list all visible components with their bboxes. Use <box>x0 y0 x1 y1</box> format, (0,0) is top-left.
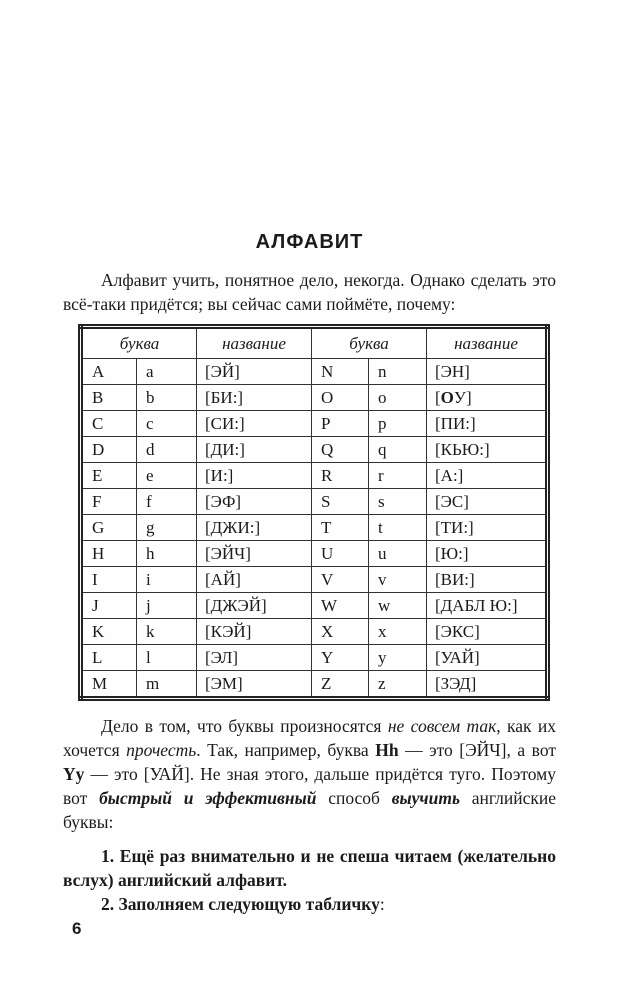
table-cell-name: [ЭЙЧ] <box>197 541 312 567</box>
table-cell-letter: M <box>81 671 137 699</box>
table-cell-letter: p <box>369 411 427 437</box>
table-cell-name: [ЭФ] <box>197 489 312 515</box>
table-cell-letter: O <box>312 385 369 411</box>
alphabet-table-head <box>81 327 548 359</box>
table-row <box>81 515 548 541</box>
table-cell-letter: R <box>312 463 369 489</box>
table-cell-letter: Q <box>312 437 369 463</box>
table-cell-letter: G <box>81 515 137 541</box>
table-cell-name: [ЭЛ] <box>197 645 312 671</box>
table-cell-letter: L <box>81 645 137 671</box>
table-cell-letter: Z <box>312 671 369 699</box>
table-row <box>81 489 548 515</box>
intro-paragraph: Алфавит учить, понятное дело, некогда. Однако сделать это всё-таки придётся; вы сейчас сами поймёте, почему: <box>63 270 556 314</box>
table-cell-name: [ДЖЭЙ] <box>197 593 312 619</box>
table-cell-name: [ПИ:] <box>427 411 548 437</box>
table-header-name-right: название <box>427 327 548 359</box>
table-cell-letter: B <box>81 385 137 411</box>
table-cell-name: [ЭС] <box>427 489 548 515</box>
table-cell-letter: s <box>369 489 427 515</box>
table-cell-letter: a <box>137 359 197 385</box>
table-cell-letter: x <box>369 619 427 645</box>
table-header-letter-right: буква <box>312 327 427 359</box>
table-cell-letter: d <box>137 437 197 463</box>
table-cell-letter: f <box>137 489 197 515</box>
table-row <box>81 385 548 411</box>
table-row <box>81 437 548 463</box>
table-cell-letter: q <box>369 437 427 463</box>
page-title: АЛФАВИТ <box>255 231 364 253</box>
table-cell-letter: J <box>81 593 137 619</box>
list-item-2: 2. Заполняем следующую табличку: <box>101 894 385 914</box>
table-header-letter-left: буква <box>81 327 197 359</box>
table-row <box>81 411 548 437</box>
table-cell-name: [А:] <box>427 463 548 489</box>
table-cell-letter: H <box>81 541 137 567</box>
table-cell-name: [ДИ:] <box>197 437 312 463</box>
alphabet-table-body <box>81 359 548 699</box>
table-cell-letter: P <box>312 411 369 437</box>
table-cell-name: [ЗЭД] <box>427 671 548 699</box>
table-cell-letter: k <box>137 619 197 645</box>
table-cell-name: [ОУ] <box>427 385 548 411</box>
table-cell-name: [И:] <box>197 463 312 489</box>
table-cell-name: [БИ:] <box>197 385 312 411</box>
table-cell-name: [ЭКС] <box>427 619 548 645</box>
table-cell-letter: u <box>369 541 427 567</box>
table-row <box>81 645 548 671</box>
page-number: 6 <box>72 919 82 938</box>
table-cell-letter: E <box>81 463 137 489</box>
table-cell-letter: z <box>369 671 427 699</box>
table-cell-letter: I <box>81 567 137 593</box>
table-cell-letter: n <box>369 359 427 385</box>
table-cell-letter: W <box>312 593 369 619</box>
table-row <box>81 593 548 619</box>
table-row <box>81 541 548 567</box>
table-cell-name: [СИ:] <box>197 411 312 437</box>
table-cell-name: [ЭЙ] <box>197 359 312 385</box>
table-cell-letter: N <box>312 359 369 385</box>
list-item-1: 1. Ещё раз внимательно и не спеша читаем (желательно вслух) английский алфавит. <box>63 846 556 890</box>
table-cell-letter: C <box>81 411 137 437</box>
alphabet-table <box>78 324 550 701</box>
body-paragraph: Дело в том, что буквы произносятся не совсем так, как их хочется прочесть. Так, например, буква Hh — это [ЭЙЧ], а вот Yy — это [УАЙ]. Не зная этого, дальше придётся туго. Поэтому вот быстрый и эффективный способ выучить английские буквы: <box>63 716 557 832</box>
table-row <box>81 671 548 699</box>
table-cell-name: [ТИ:] <box>427 515 548 541</box>
table-cell-letter: r <box>369 463 427 489</box>
table-cell-name: [ДАБЛ Ю:] <box>427 593 548 619</box>
table-cell-letter: V <box>312 567 369 593</box>
table-cell-name: [ЭН] <box>427 359 548 385</box>
table-cell-name: [Ю:] <box>427 541 548 567</box>
table-cell-letter: e <box>137 463 197 489</box>
table-cell-name: [АЙ] <box>197 567 312 593</box>
table-cell-letter: g <box>137 515 197 541</box>
table-cell-letter: K <box>81 619 137 645</box>
table-cell-name: [ВИ:] <box>427 567 548 593</box>
table-cell-letter: c <box>137 411 197 437</box>
table-cell-name: [УАЙ] <box>427 645 548 671</box>
table-header-row <box>81 327 548 359</box>
table-cell-name: [КЭЙ] <box>197 619 312 645</box>
table-cell-name: [ЭМ] <box>197 671 312 699</box>
table-cell-letter: F <box>81 489 137 515</box>
table-cell-letter: i <box>137 567 197 593</box>
table-cell-name: [ДЖИ:] <box>197 515 312 541</box>
table-header-name-left: название <box>197 327 312 359</box>
table-cell-letter: U <box>312 541 369 567</box>
table-cell-letter: t <box>369 515 427 541</box>
table-cell-letter: A <box>81 359 137 385</box>
table-cell-letter: o <box>369 385 427 411</box>
table-cell-letter: Y <box>312 645 369 671</box>
table-cell-letter: h <box>137 541 197 567</box>
table-cell-letter: m <box>137 671 197 699</box>
table-cell-letter: w <box>369 593 427 619</box>
table-row <box>81 359 548 385</box>
table-cell-letter: y <box>369 645 427 671</box>
table-cell-letter: S <box>312 489 369 515</box>
table-cell-letter: T <box>312 515 369 541</box>
table-row <box>81 619 548 645</box>
table-row <box>81 463 548 489</box>
table-cell-letter: l <box>137 645 197 671</box>
table-cell-name: [КЬЮ:] <box>427 437 548 463</box>
table-cell-letter: j <box>137 593 197 619</box>
table-cell-letter: X <box>312 619 369 645</box>
table-cell-letter: D <box>81 437 137 463</box>
table-cell-letter: b <box>137 385 197 411</box>
table-row <box>81 567 548 593</box>
table-cell-letter: v <box>369 567 427 593</box>
